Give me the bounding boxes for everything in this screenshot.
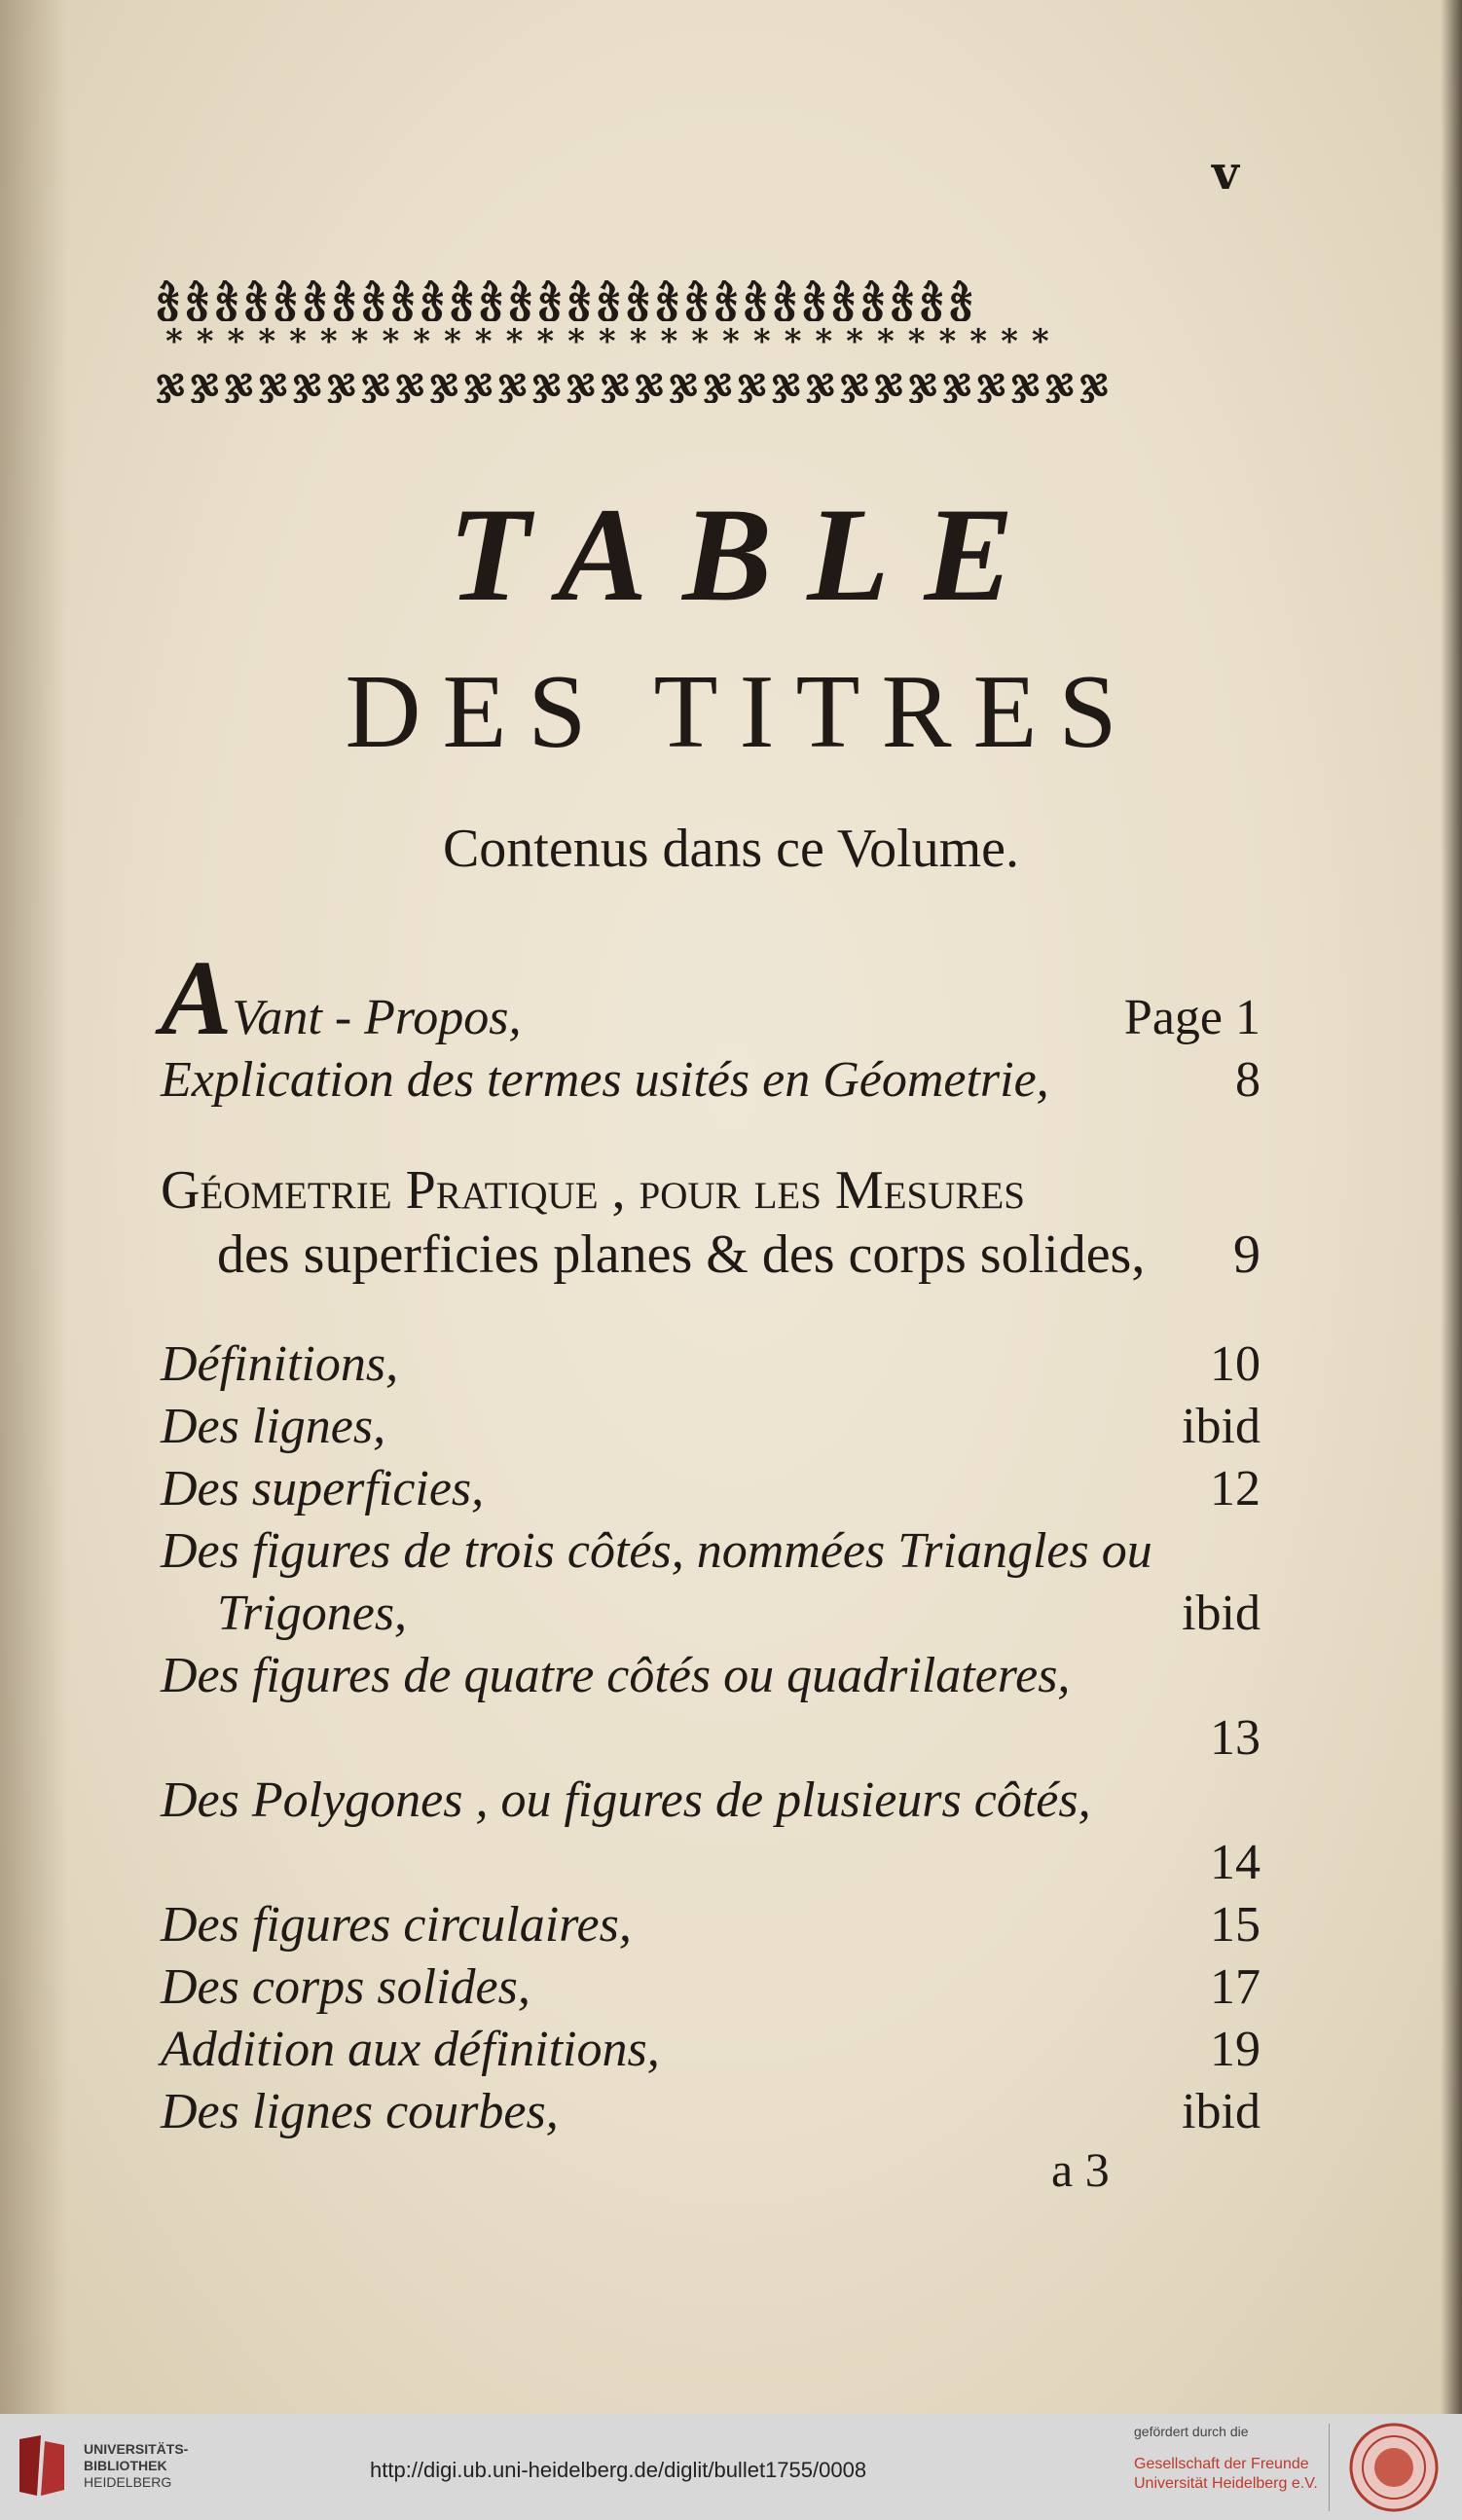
toc-entry-label: Explication des termes usités en Géometrie, <box>161 1052 1049 1108</box>
toc-entry-page: 10 <box>1210 1336 1261 1392</box>
page-title: TABLE <box>448 480 1049 629</box>
drop-cap: A <box>161 938 233 1057</box>
toc-entry-page: 13 <box>1210 1710 1261 1766</box>
toc-entry-label: Des figures de trois côtés, nommées Triangles ou <box>161 1523 1152 1579</box>
ornament-row-top: ჭჭჭჭჭჭჭჭჭჭჭჭჭჭჭჭჭჭჭჭჭჭჭჭჭჭჭჭ <box>156 280 978 321</box>
toc-entry-page: 15 <box>1210 1897 1261 1953</box>
toc-entry-label: Trigones, <box>217 1586 408 1641</box>
library-logo-icon <box>12 2431 72 2500</box>
toc-entry <box>161 1956 1261 2019</box>
toc-entry-label: Des superficies, <box>161 1461 485 1516</box>
signature-mark: v <box>1212 146 1239 201</box>
section-heading-line2: des superficies planes & des corps solides, <box>217 1224 1146 1285</box>
toc-entry <box>161 1458 1261 1520</box>
toc-entry-page: ibid <box>1182 1399 1261 1454</box>
toc-entry <box>161 1583 1261 1645</box>
toc-entry-label: Des lignes, <box>161 1399 386 1454</box>
table-of-contents <box>161 938 1261 2143</box>
toc-entry-page: 19 <box>1210 2022 1261 2077</box>
footer-divider <box>1329 2424 1330 2511</box>
toc-entry <box>161 2081 1261 2143</box>
toc-entry-label: Vant - Propos, <box>232 990 522 1045</box>
toc-entry <box>161 2019 1261 2081</box>
toc-entry-label: Des lignes courbes, <box>161 2084 559 2139</box>
toc-entry-label: Des figures circulaires, <box>161 1897 632 1953</box>
footer-bar <box>0 2414 1462 2520</box>
toc-entry-label: Des figures de quatre côtés ou quadrilateres, <box>161 1648 1071 1703</box>
toc-entry-label: Des Polygones , ou figures de plusieurs côtés, <box>161 1772 1091 1828</box>
toc-section-heading <box>161 1158 1261 1287</box>
toc-entry <box>161 1894 1261 1956</box>
toc-entry-page: ibid <box>1182 1586 1261 1641</box>
ornament-row-middle: ***************************** <box>165 322 1063 361</box>
university-seal-icon <box>1348 2422 1440 2513</box>
ornament-row-bottom: ჯჯჯჯჯჯჯჯჯჯჯჯჯჯჯჯჯჯჯჯჯჯჯჯჯჯჯჯ <box>156 362 1114 403</box>
toc-entry <box>161 1645 1261 1707</box>
page-title-sub: DES TITRES <box>345 654 1139 770</box>
toc-entry-page: 14 <box>1210 1835 1261 1890</box>
page-subtitle: Contenus dans ce Volume. <box>442 819 1020 879</box>
toc-entry-page: 8 <box>1235 1052 1261 1108</box>
sponsor-name: Gesellschaft der Freunde Universität Heidelberg e.V. <box>1134 2456 1318 2492</box>
toc-entry-label: Des corps solides, <box>161 1959 530 2015</box>
toc-entry-avant-propos <box>161 938 1261 1057</box>
funded-by-label: gefördert durch die <box>1134 2424 1249 2439</box>
catchword: a 3 <box>1051 2142 1110 2197</box>
toc-entry <box>161 1520 1261 1583</box>
library-name: UNIVERSITÄTS- BIBLIOTHEK HEIDELBERG <box>84 2441 189 2490</box>
toc-entry-page: ibid <box>1182 2084 1261 2139</box>
permalink-url[interactable]: http://digi.ub.uni-heidelberg.de/diglit/bullet1755/0008 <box>370 2458 867 2482</box>
toc-entry <box>161 1333 1261 1396</box>
toc-entry <box>161 1396 1261 1458</box>
toc-entry-page: 12 <box>1210 1461 1261 1516</box>
section-heading-line1: Géometrie Pratique , pour les Mesures <box>161 1160 1025 1221</box>
toc-entry-explication <box>161 1049 1261 1112</box>
toc-entry-page: 17 <box>1210 1959 1261 2015</box>
toc-entry-label: Addition aux définitions, <box>161 2022 660 2077</box>
toc-entry-page: Page 1 <box>1123 990 1261 1045</box>
decorative-ornament-band <box>156 280 1246 407</box>
toc-entry <box>161 1770 1261 1832</box>
section-heading-page: 9 <box>1233 1224 1261 1285</box>
toc-entry-label: Définitions, <box>161 1336 399 1392</box>
